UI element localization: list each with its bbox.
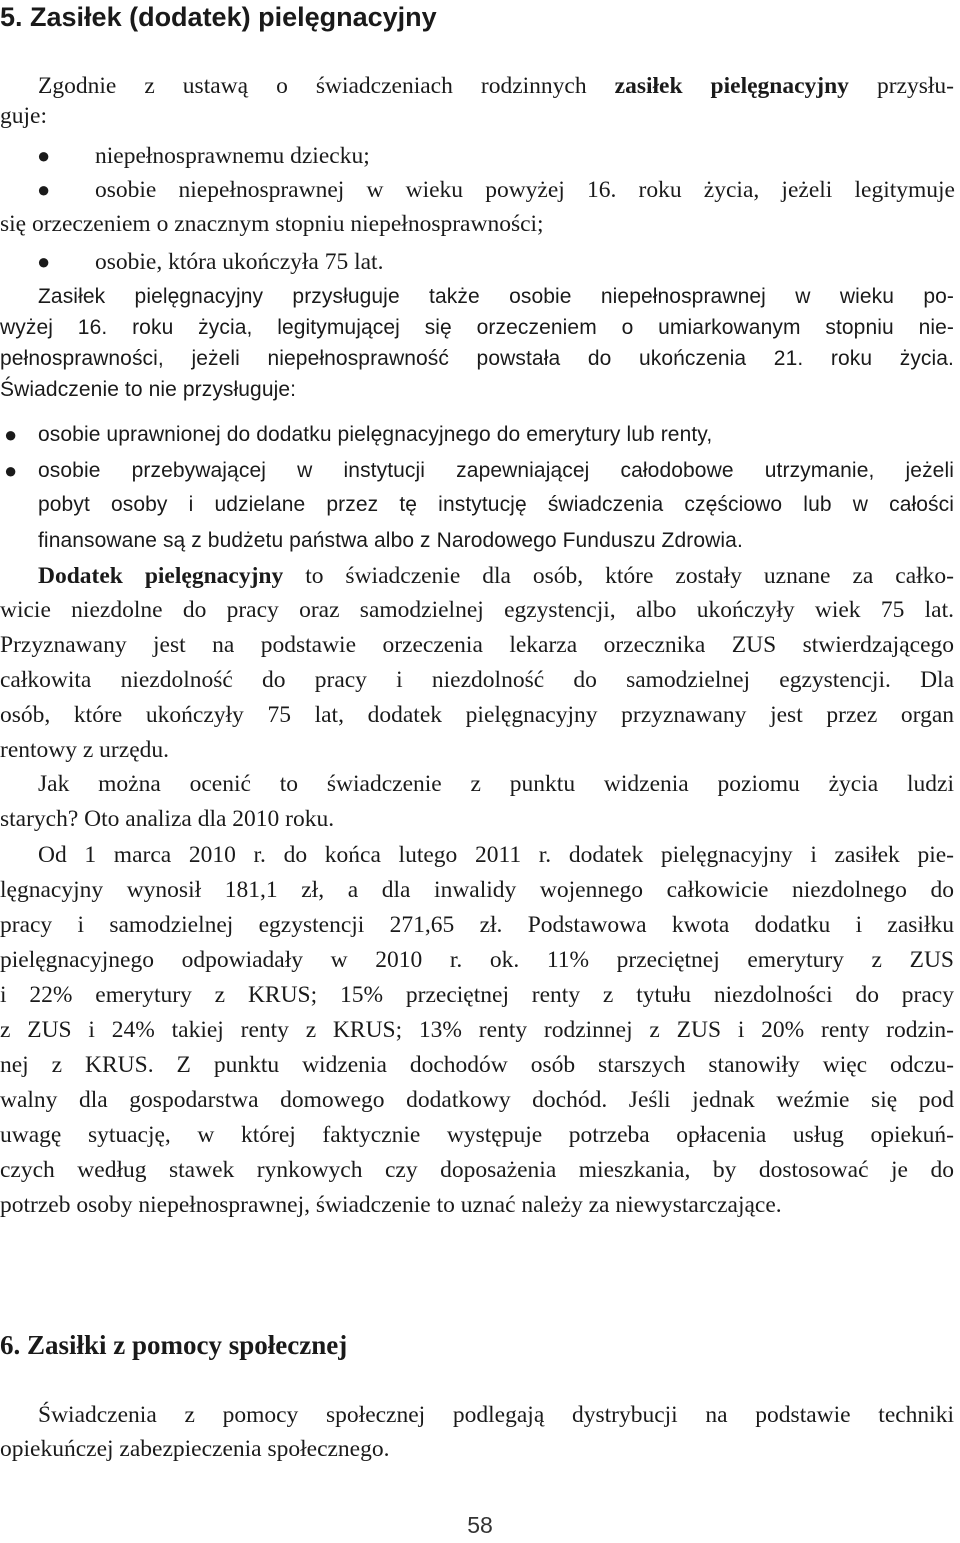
p1-text-a: Zgodnie z ustawą o świadczeniach rodzinnych: [38, 73, 615, 99]
list-item: niepełnosprawnemu dziecku;: [95, 143, 370, 169]
p3-line-4: całkowita niezdolność do pracy i niezdolność do samodzielnej egzystencji. Dla: [0, 667, 954, 693]
p5-line-7: nej z KRUS. Z punktu widzenia dochodów osób starszych stanowiły więc odczu-: [0, 1052, 954, 1078]
p5-line-10: czych według stawek rynkowych czy doposażenia mieszkania, by dostosować je do: [0, 1157, 954, 1183]
p2-line-4: Świadczenie to nie przysługuje:: [0, 378, 297, 401]
p3-line-3: Przyznawany jest na podstawie orzeczenia lekarza orzecznika ZUS stwierdzającego: [0, 632, 954, 658]
bullet-icon: ●: [37, 249, 51, 274]
bullet-icon: ●: [37, 177, 51, 202]
section-5-heading: 5. Zasiłek (dodatek) pielęgnacyjny: [0, 2, 437, 32]
page-number: 58: [467, 1512, 493, 1538]
section-6-heading: 6. Zasiłki z pomocy społecznej: [0, 1330, 348, 1360]
list-item: osobie, która ukończyła 75 lat.: [95, 249, 384, 275]
p3-line-5: osób, które ukończyły 75 lat, dodatek pielęgnacyjny przyznawany jest przez organ: [0, 702, 954, 728]
p2-line-1: Zasiłek pielęgnacyjny przysługuje także osobie niepełnosprawnej w wieku po-: [38, 285, 954, 308]
p5-line-9: uwagę sytuację, w której faktycznie występuje potrzeba opłacenia usług opiekuń-: [0, 1122, 954, 1148]
list-item-continuation: pobyt osoby i udzielane przez tę instytucję świadczenia częściowo lub w całości: [38, 493, 954, 516]
p1-line-1: [38, 71, 954, 101]
p3-line-2: wicie niezdolne do pracy oraz samodzielnej egzystencji, albo ukończyły wiek 75 lat.: [0, 597, 954, 623]
p5-line-5: i 22% emerytury z KRUS; 15% przeciętnej renty z tytułu niezdolności do pracy: [0, 982, 954, 1008]
p3-line-6: rentowy z urzędu.: [0, 737, 169, 763]
list-item-continuation: finansowane są z budżetu państwa albo z Narodowego Funduszu Zdrowia.: [38, 529, 743, 552]
list-item: osobie niepełnosprawnej w wieku powyżej 16. roku życia, jeżeli legitymuje: [95, 177, 955, 203]
p5-line-8: walny dla gospodarstwa domowego dodatkowy dochód. Jeśli jednak weźmie się pod: [0, 1087, 954, 1113]
s6-line-2: opiekuńczej zabezpieczenia społecznego.: [0, 1436, 390, 1462]
p5-line-4: pielęgnacyjnego odpowiadały w 2010 r. ok. 11% przeciętnej emerytury z ZUS: [0, 947, 954, 973]
p1-line-2: guje:: [0, 103, 47, 129]
p5-line-3: pracy i samodzielnej egzystencji 271,65 zł. Podstawowa kwota dodatku i zasiłku: [0, 912, 954, 938]
p2-line-3: pełnosprawności, jeżeli niepełnosprawność powstała do ukończenia 21. roku życia.: [0, 347, 954, 370]
bullet-icon: ●: [4, 422, 18, 447]
p5-line-2: lęgnacyjny wynosił 181,1 zł, a dla inwalidy wojennego całkowicie niezdolnego do: [0, 877, 954, 903]
p1-text-c: przysłu-: [848, 73, 954, 99]
list-item: osobie przebywającej w instytucji zapewniającej całodobowe utrzymanie, jeżeli: [38, 459, 954, 482]
p5-line-1: Od 1 marca 2010 r. do końca lutego 2011 r. dodatek pielęgnacyjny i zasiłek pie-: [38, 842, 954, 868]
p4-line-2: starych? Oto analiza dla 2010 roku.: [0, 806, 335, 832]
p4-line-1: Jak można ocenić to świadczenie z punktu widzenia poziomu życia ludzi: [38, 771, 954, 797]
list-item-continuation: się orzeczeniem o znacznym stopniu niepełnosprawności;: [0, 211, 544, 237]
bullet-icon: ●: [4, 458, 18, 483]
p3-text: to świadczenie dla osób, które zostały uznane za całko-: [283, 563, 954, 589]
p3-bold-term: Dodatek pielęgnacyjny: [38, 563, 284, 589]
p5-line-6: z ZUS i 24% takiej renty z KRUS; 13% renty rodzinnej z ZUS i 20% renty rodzin-: [0, 1017, 954, 1043]
p3-line-1: [38, 561, 954, 591]
s6-line-1: Świadczenia z pomocy społecznej podlegają dystrybucji na podstawie techniki: [38, 1402, 954, 1428]
bullet-icon: ●: [37, 143, 51, 168]
p1-bold-term: zasiłek pielęgnacyjny: [614, 73, 849, 99]
p5-line-11: potrzeb osoby niepełnosprawnej, świadczenie to uznać należy za niewystarczające.: [0, 1192, 782, 1218]
list-item: osobie uprawnionej do dodatku pielęgnacyjnego do emerytury lub renty,: [38, 423, 713, 446]
p2-line-2: wyżej 16. roku życia, legitymującej się orzeczeniem o umiarkowanym stopniu nie-: [0, 316, 954, 339]
